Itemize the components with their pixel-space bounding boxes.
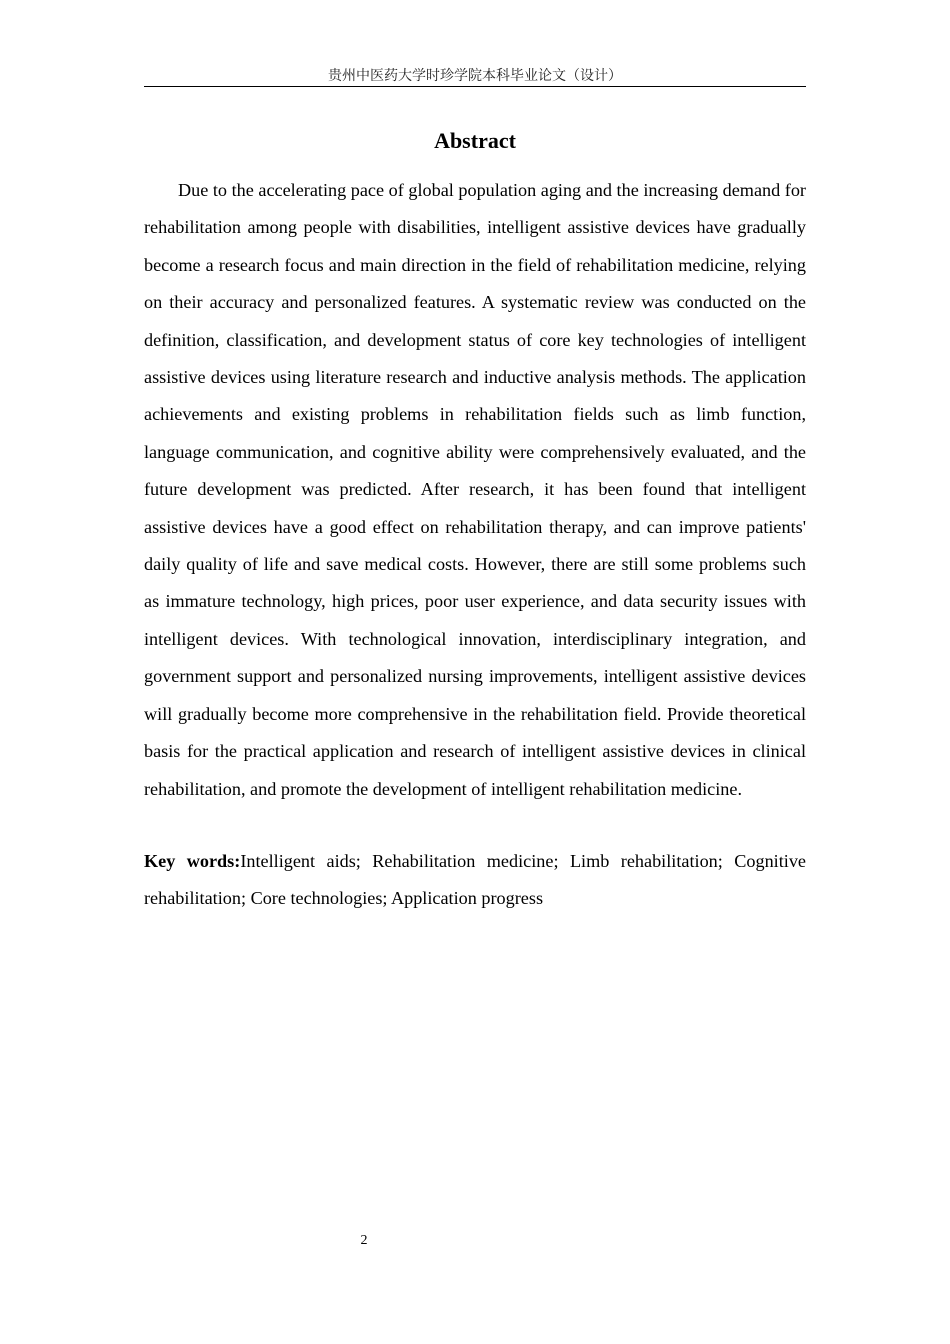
keywords-label: Key words: xyxy=(144,851,241,871)
keywords-paragraph xyxy=(144,843,806,918)
page-number: 2 xyxy=(360,1233,368,1248)
running-header: 贵州中医药大学时珍学院本科毕业论文（设计） xyxy=(144,66,806,87)
keywords-list: Intelligent aids; Rehabilitation medicine; Limb rehabilitation; Cognitive rehabilitation; Core technologies; Application progress xyxy=(144,851,806,909)
abstract-title: Abstract xyxy=(434,128,516,153)
abstract-body: Due to the accelerating pace of global population aging and the increasing demand for rehabilitation among people with disabilities, intelligent assistive devices have gradually become a research focus and main direction in the field of rehabilitation medicine, relying on their accuracy and personalized features. A systematic review was conducted on the definition, classification, and development status of core key technologies of intelligent assistive devices using literature research and inductive analysis methods. The application achievements and existing problems in rehabilitation fields such as limb function, language communication, and cognitive ability were comprehensively evaluated, and the future development was predicted. After research, it has been found that intelligent assistive devices have a good effect on rehabilitation therapy, and can improve patients' daily quality of life and save medical costs. However, there are still some problems such as immature technology, high prices, poor user experience, and data security issues with intelligent devices. With technological innovation, interdisciplinary integration, and government support and personalized nursing improvements, intelligent assistive devices will gradually become more comprehensive in the rehabilitation field. Provide theoretical basis for the practical application and research of intelligent assistive devices in clinical rehabilitation, and promote the development of intelligent rehabilitation medicine. xyxy=(144,180,806,799)
